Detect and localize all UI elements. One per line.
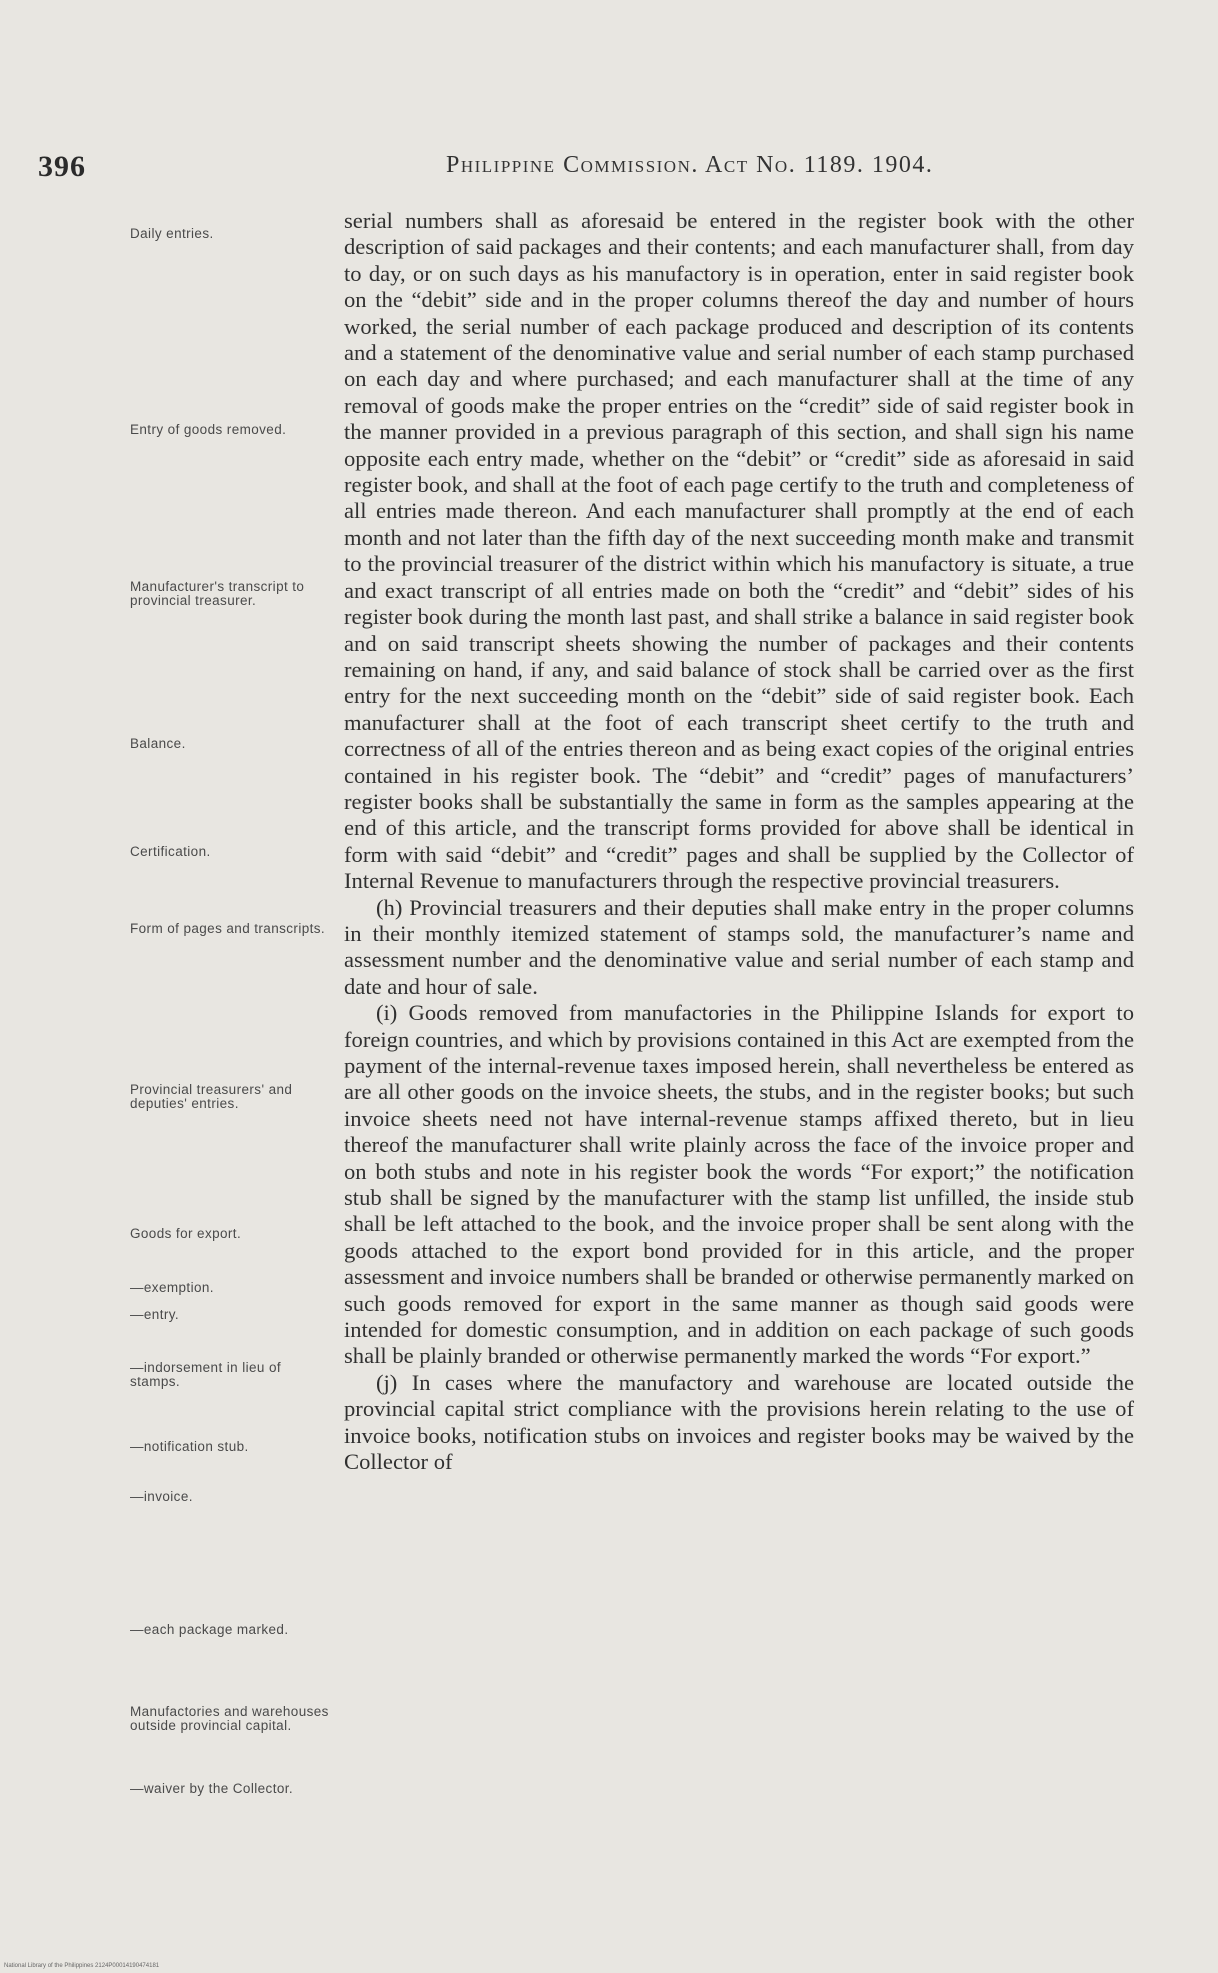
margin-note-manufactories-outside: Manufactories and warehouses outside provincial capital.	[130, 1704, 329, 1733]
paragraph-continued: serial numbers shall as aforesaid be entered in the register book with the other description of said packages and their contents; and each manufacturer shall, from day to day, or on such days as his manufactory is in operation, enter in said register book on the “debit” side and in the proper columns thereof the day and number of hours worked, the serial number of each package produced and description of its contents and a statement of the denominative value and serial number of each stamp purchased on each day and where purchased; and each manufacturer shall at the time of any removal of goods make the proper entries on the “credit” side of said register book in the manner provided in a previous paragraph of this section, and shall sign his name opposite each entry made, whether on the “debit” or “credit” side as aforesaid in said register book, and shall at the foot of each page certify to the truth and completeness of all entries made thereon. And each manufacturer shall promptly at the end of each month and not later than the fifth day of the next succeeding month make and transmit to the provincial treasurer of the district within which his manufactory is situate, a true and exact transcript of all entries made on both the “credit” and “debit” sides of his register book during the month last past, and shall strike a balance in said register book and on said transcript sheets showing the number of packages and their contents remaining on hand, if any, and said balance of stock shall be carried over as the first entry for the next succeeding month on the “debit” side of said register book. Each manufacturer shall at the foot of each transcript sheet certify to the truth and correctness of all of the entries thereon and as being exact copies of the original entries contained in his register book. The “debit” and “credit” pages of manufacturers’ register books shall be substantially the same in form as the samples appearing at the end of this article, and the transcript forms provided for above shall be identical in form with said “debit” and “credit” pages and shall be supplied by the Collector of Internal Revenue to manufacturers through the respective provincial treasurers.	[344, 208, 1134, 894]
margin-note-each-package-marked: —each package marked.	[130, 1622, 289, 1637]
margin-note-notification-stub: —notification stub.	[130, 1439, 249, 1454]
margin-note-waiver: —waiver by the Collector.	[130, 1781, 294, 1796]
margin-note-entry-of-goods-removed: Entry of goods removed.	[130, 422, 287, 437]
margin-note-daily-entries: Daily entries.	[130, 226, 214, 241]
margin-note-indorsement: —indorsement in lieu of stamps.	[130, 1360, 282, 1389]
paragraph-i: (i) Goods removed from manufactories in the Philippine Islands for export to foreign countries, and which by provisions contained in this Act are exempted from the payment of the internal-revenue taxes imposed herein, shall nevertheless be entered as are all other goods on the invoice sheets, the stubs, and in the register books; but such invoice sheets need not have internal-revenue stamps affixed thereto, but in lieu thereof the manufacturer shall write plainly across the face of the invoice proper and on both stubs and note in his register book the words “For export;” the notification stub shall be signed by the manufacturer with the stamp list unfilled, the inside stub shall be left attached to the book, and the invoice proper shall be sent along with the goods attached to the export bond provided for in this article, and the proper assessment and invoice numbers shall be branded or otherwise permanently marked on such goods removed for export in the same manner as though said goods were intended for domestic consumption, and in addition on each package of such goods shall be plainly branded or otherwise permanently marked the words “For export.”	[344, 1000, 1134, 1369]
margin-note-balance: Balance.	[130, 736, 186, 751]
margin-note-goods-for-export: Goods for export.	[130, 1226, 242, 1241]
main-text-column	[344, 208, 1134, 1476]
margin-note-form-of-pages: Form of pages and transcripts.	[130, 921, 326, 936]
margin-note-manufacturers-transcript: Manufacturer's transcript to provincial treasurer.	[130, 579, 305, 608]
margin-note-exemption: —exemption.	[130, 1280, 214, 1295]
margin-note-certification: Certification.	[130, 844, 211, 859]
page-number: 396	[38, 150, 86, 183]
paragraph-j: (j) In cases where the manufactory and warehouse are located outside the provincial capital strict compliance with the provisions herein relating to the use of invoice books, notification stubs on invoices and register books may be waived by the Collector of	[344, 1369, 1134, 1475]
margin-note-invoice: —invoice.	[130, 1489, 193, 1504]
margin-note-entry: —entry.	[130, 1307, 180, 1322]
source-footer: National Library of the Philippines 2124P00014190474181	[4, 1963, 160, 1969]
running-head: Philippine Commission. Act No. 1189. 1904.	[446, 152, 934, 178]
paragraph-h: (h) Provincial treasurers and their deputies shall make entry in the proper columns in their monthly itemized statement of stamps sold, the manufacturer’s name and assessment number and the denominative value and serial number of each stamp and date and hour of sale.	[344, 894, 1134, 999]
margin-note-provincial-treasurers: Provincial treasurers' and deputies' entries.	[130, 1082, 293, 1111]
